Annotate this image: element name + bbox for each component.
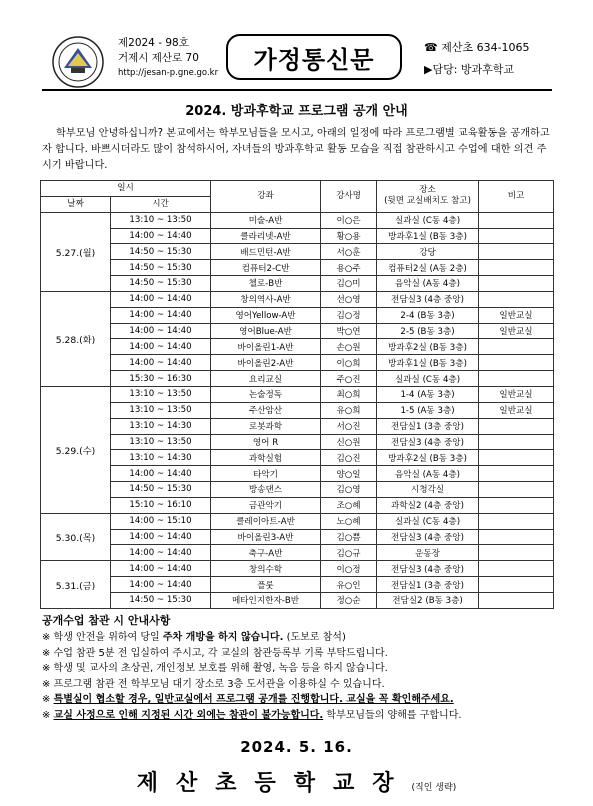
- teacher-cell: 김○영: [321, 482, 377, 498]
- remarks-cell: [479, 371, 554, 387]
- course-cell: 영어Blue-A반: [211, 323, 321, 339]
- place-cell: 음악실 (A동 4층): [377, 466, 479, 482]
- course-cell: 클라리넷-A반: [211, 228, 321, 244]
- time-cell: 14:50 ~ 15:30: [111, 260, 211, 276]
- time-cell: 14:00 ~ 15:10: [111, 513, 211, 529]
- time-cell: 13:10 ~ 13:50: [111, 434, 211, 450]
- table-row: [41, 212, 554, 228]
- header-place-label: 장소: [419, 185, 436, 196]
- table-row: [41, 339, 554, 355]
- place-cell: 2-5 (B동 3층): [377, 323, 479, 339]
- time-cell: 15:10 ~ 16:10: [111, 497, 211, 513]
- table-row: [41, 545, 554, 561]
- notes-list: [42, 630, 562, 723]
- school-url[interactable]: http://jesan-p.gne.go.kr: [118, 68, 219, 78]
- issue-date: 2024. 5. 16.: [240, 738, 353, 756]
- school-emblem-logo: [52, 36, 104, 88]
- note-text: ※: [42, 709, 54, 721]
- teacher-cell: 김○규: [321, 545, 377, 561]
- teacher-cell: 김○미: [321, 276, 377, 292]
- seal-omitted-note: (직인 생략): [411, 783, 457, 793]
- course-cell: 영어 R: [211, 434, 321, 450]
- remarks-cell: [479, 355, 554, 371]
- notes-title: 공개수업 참관 시 안내사항: [42, 614, 171, 627]
- place-cell: 음악실 (A동 4층): [377, 276, 479, 292]
- course-cell: 축구-A반: [211, 545, 321, 561]
- teacher-cell: 손○원: [321, 339, 377, 355]
- table-row: [41, 291, 554, 307]
- time-cell: 13:10 ~ 14:30: [111, 450, 211, 466]
- place-cell: 전담실3 (4층 중앙): [377, 434, 479, 450]
- course-cell: 로봇과학: [211, 418, 321, 434]
- remarks-cell: [479, 276, 554, 292]
- course-cell: 바이올린2-A반: [211, 355, 321, 371]
- teacher-cell: 주○진: [321, 371, 377, 387]
- remarks-cell: [479, 244, 554, 260]
- time-cell: 14:00 ~ 14:40: [111, 291, 211, 307]
- note-text: ※ 프로그램 참관 전 학부모님 대기 장소로 3층 도서관을 이용하실 수 있습니다.: [42, 678, 385, 690]
- issue-number: 제2024 - 98호: [118, 37, 189, 49]
- date-cell: 5.27.(월): [41, 212, 111, 291]
- time-cell: 14:00 ~ 14:40: [111, 339, 211, 355]
- table-row: [41, 323, 554, 339]
- note-item: [42, 661, 562, 677]
- remarks-cell: [479, 577, 554, 593]
- time-cell: 14:00 ~ 14:40: [111, 323, 211, 339]
- time-cell: 14:00 ~ 14:40: [111, 466, 211, 482]
- school-address: 거제시 제산로 70: [118, 52, 199, 64]
- time-cell: 14:00 ~ 14:40: [111, 561, 211, 577]
- document-title: 2024. 방과후학교 프로그램 공개 안내: [185, 104, 408, 119]
- table-row: [41, 386, 554, 402]
- note-text-tail: 학부모님들의 양해를 구합니다.: [323, 709, 462, 721]
- remarks-cell: 일반교실: [479, 307, 554, 323]
- note-item: [42, 708, 562, 724]
- signer-block: [0, 766, 593, 797]
- table-row: [41, 497, 554, 513]
- remarks-cell: 일반교실: [479, 386, 554, 402]
- remarks-cell: [479, 260, 554, 276]
- course-cell: 클레이아트-A반: [211, 513, 321, 529]
- place-cell: 방과후1실 (B동 3층): [377, 228, 479, 244]
- note-text: ※ 학생 및 교사의 초상권, 개인정보 보호를 위해 촬영, 녹음 등을 하지 않습니다.: [42, 663, 388, 674]
- course-cell: 컴퓨터2-C반: [211, 260, 321, 276]
- course-cell: 메타인지한자-B반: [211, 592, 321, 608]
- teacher-cell: 이○희: [321, 355, 377, 371]
- teacher-cell: 이○은: [321, 212, 377, 228]
- course-cell: 논술정독: [211, 386, 321, 402]
- table-row: [41, 513, 554, 529]
- table-row: [41, 466, 554, 482]
- remarks-cell: [479, 291, 554, 307]
- newsletter-title: 가정통신문: [226, 34, 402, 80]
- remarks-cell: [479, 418, 554, 434]
- remarks-cell: [479, 212, 554, 228]
- place-cell: 운동장: [377, 545, 479, 561]
- table-row: [41, 355, 554, 371]
- place-cell: 시청각실: [377, 482, 479, 498]
- time-cell: 14:00 ~ 14:40: [111, 545, 211, 561]
- course-cell: 타악기: [211, 466, 321, 482]
- teacher-cell: 양○일: [321, 466, 377, 482]
- time-cell: 14:00 ~ 14:40: [111, 529, 211, 545]
- teacher-cell: 정○순: [321, 592, 377, 608]
- place-cell: 방과후2실 (B동 3층): [377, 450, 479, 466]
- schedule-body: [41, 212, 554, 608]
- remarks-cell: [479, 497, 554, 513]
- header-place-note: (뒷면 교실배치도 참고): [384, 196, 471, 207]
- header-info: [118, 36, 218, 81]
- remarks-cell: [479, 529, 554, 545]
- time-cell: 14:50 ~ 15:30: [111, 592, 211, 608]
- place-cell: 과학실2 (4층 중앙): [377, 497, 479, 513]
- place-cell: 1-5 (A동 3층): [377, 402, 479, 418]
- teacher-cell: 이○정: [321, 561, 377, 577]
- teacher-cell: 박○연: [321, 323, 377, 339]
- contact-person: ▶담당: 방과후학교: [424, 63, 515, 76]
- header-remarks: 비고: [479, 181, 554, 213]
- remarks-cell: 일반교실: [479, 402, 554, 418]
- header-schedule: 일시: [41, 181, 211, 197]
- course-cell: 미술-A반: [211, 212, 321, 228]
- remarks-cell: [479, 545, 554, 561]
- table-row: [41, 228, 554, 244]
- teacher-cell: 김○정: [321, 307, 377, 323]
- time-cell: 13:10 ~ 13:50: [111, 212, 211, 228]
- course-cell: 플룻: [211, 577, 321, 593]
- time-cell: 14:50 ~ 15:30: [111, 244, 211, 260]
- contact-info: [424, 37, 530, 81]
- teacher-cell: 김○쁨: [321, 529, 377, 545]
- place-cell: 전담실3 (4층 중앙): [377, 529, 479, 545]
- date-cell: 5.29.(수): [41, 386, 111, 513]
- teacher-cell: 용○주: [321, 260, 377, 276]
- note-text: ※ 수업 참관 5분 전 입실하여 주시고, 각 교실의 참관등록부 기록 부탁드립니다.: [42, 647, 388, 659]
- table-row: [41, 244, 554, 260]
- note-item: [42, 677, 562, 693]
- table-row: [41, 402, 554, 418]
- place-cell: 전담실3 (4층 중앙): [377, 561, 479, 577]
- place-cell: 컴퓨터2실 (A동 2층): [377, 260, 479, 276]
- course-cell: 금관악기: [211, 497, 321, 513]
- course-cell: 바이올린1-A반: [211, 339, 321, 355]
- place-cell: 2-4 (B동 3층): [377, 307, 479, 323]
- place-cell: 강당: [377, 244, 479, 260]
- course-cell: 배드민턴-A반: [211, 244, 321, 260]
- note-item: [42, 630, 562, 646]
- course-cell: 과학실험: [211, 450, 321, 466]
- teacher-cell: 서○훈: [321, 244, 377, 260]
- remarks-cell: [479, 513, 554, 529]
- time-cell: 14:50 ~ 15:30: [111, 276, 211, 292]
- remarks-cell: [479, 482, 554, 498]
- table-row: [41, 529, 554, 545]
- note-emphasis: 특별실이 협소할 경우, 일반교실에서 프로그램 공개를 진행합니다. 교실을 꼭 확인해주세요.: [53, 694, 454, 705]
- remarks-cell: [479, 228, 554, 244]
- header-place: [377, 181, 479, 213]
- table-row: [41, 307, 554, 323]
- place-cell: 실과실 (C동 4층): [377, 371, 479, 387]
- teacher-cell: 최○희: [321, 386, 377, 402]
- signer-name: 제산초등학교장: [136, 771, 412, 796]
- note-text-tail: (도보로 참석): [283, 632, 346, 643]
- date-cell: 5.30.(목): [41, 513, 111, 561]
- time-cell: 13:10 ~ 13:50: [111, 402, 211, 418]
- place-cell: 1-4 (A동 3층): [377, 386, 479, 402]
- time-cell: 14:00 ~ 14:40: [111, 577, 211, 593]
- remarks-cell: [479, 434, 554, 450]
- time-cell: 14:00 ~ 14:40: [111, 355, 211, 371]
- remarks-cell: [479, 450, 554, 466]
- place-cell: 전담실1 (3층 중앙): [377, 577, 479, 593]
- course-cell: 창의역사-A반: [211, 291, 321, 307]
- date-cell: 5.31.(금): [41, 561, 111, 609]
- teacher-cell: 선○영: [321, 291, 377, 307]
- table-row: [41, 418, 554, 434]
- table-row: [41, 260, 554, 276]
- schedule-table: [40, 180, 554, 609]
- place-cell: 전담실3 (4층 중앙): [377, 291, 479, 307]
- table-row: [41, 577, 554, 593]
- teacher-cell: 조○혜: [321, 497, 377, 513]
- date-cell: 5.28.(화): [41, 291, 111, 386]
- phone-number: ☎ 제산초 634-1065: [424, 41, 530, 54]
- place-cell: 전담실2 (B동 3층): [377, 592, 479, 608]
- course-cell: 요리교실: [211, 371, 321, 387]
- note-text: ※: [42, 694, 54, 705]
- course-cell: 주산암산: [211, 402, 321, 418]
- header-teacher: 강사명: [321, 181, 377, 213]
- place-cell: 실과실 (C동 4층): [377, 513, 479, 529]
- remarks-cell: 일반교실: [479, 323, 554, 339]
- table-row: [41, 482, 554, 498]
- teacher-cell: 유○인: [321, 577, 377, 593]
- time-cell: 15:30 ~ 16:30: [111, 371, 211, 387]
- time-cell: 14:00 ~ 14:40: [111, 307, 211, 323]
- place-cell: 방과후1실 (B동 3층): [377, 355, 479, 371]
- place-cell: 방과후2실 (B동 3층): [377, 339, 479, 355]
- course-cell: 바이올린3-A반: [211, 529, 321, 545]
- time-cell: 14:50 ~ 15:30: [111, 482, 211, 498]
- remarks-cell: [479, 561, 554, 577]
- intro-paragraph: 학부모님 안녕하십니까? 본교에서는 학부모님들을 모시고, 아래의 일정에 따라 프로그램별 교육활동을 공개하고자 합니다. 바쁘시더라도 많이 참석하시어, 자녀들의 방과후학교 활동 모습을 직접 참관하시고 수업에 대한 의견 주시기 바랍니다.: [42, 128, 550, 171]
- note-item: [42, 692, 562, 708]
- teacher-cell: 노○혜: [321, 513, 377, 529]
- table-row: [41, 592, 554, 608]
- teacher-cell: 신○원: [321, 434, 377, 450]
- note-emphasis: 주차 개방을 하지 않습니다.: [162, 632, 284, 643]
- course-cell: 창의수학: [211, 561, 321, 577]
- remarks-cell: [479, 592, 554, 608]
- place-cell: 실과실 (C동 4층): [377, 212, 479, 228]
- teacher-cell: 서○진: [321, 418, 377, 434]
- remarks-cell: [479, 466, 554, 482]
- remarks-cell: [479, 339, 554, 355]
- note-emphasis: 교실 사정으로 인해 지정된 시간 외에는 참관이 불가능합니다.: [53, 709, 324, 721]
- header-course: 강좌: [211, 181, 321, 213]
- header-time: 시간: [111, 196, 211, 212]
- note-text: ※ 학생 안전을 위하여 당일: [42, 632, 163, 643]
- teacher-cell: 유○희: [321, 402, 377, 418]
- header-divider: [42, 89, 552, 91]
- course-cell: 영어Yellow-A반: [211, 307, 321, 323]
- table-row: [41, 450, 554, 466]
- table-row: [41, 276, 554, 292]
- time-cell: 13:10 ~ 14:30: [111, 418, 211, 434]
- table-row: [41, 434, 554, 450]
- time-cell: 13:10 ~ 13:50: [111, 386, 211, 402]
- teacher-cell: 김○진: [321, 450, 377, 466]
- course-cell: 방송댄스: [211, 482, 321, 498]
- table-row: [41, 371, 554, 387]
- place-cell: 전담실1 (3층 중앙): [377, 418, 479, 434]
- course-cell: 첼로-B반: [211, 276, 321, 292]
- table-row: [41, 561, 554, 577]
- time-cell: 14:00 ~ 14:40: [111, 228, 211, 244]
- teacher-cell: 황○용: [321, 228, 377, 244]
- note-item: [42, 646, 562, 662]
- header-date: 날짜: [41, 196, 111, 212]
